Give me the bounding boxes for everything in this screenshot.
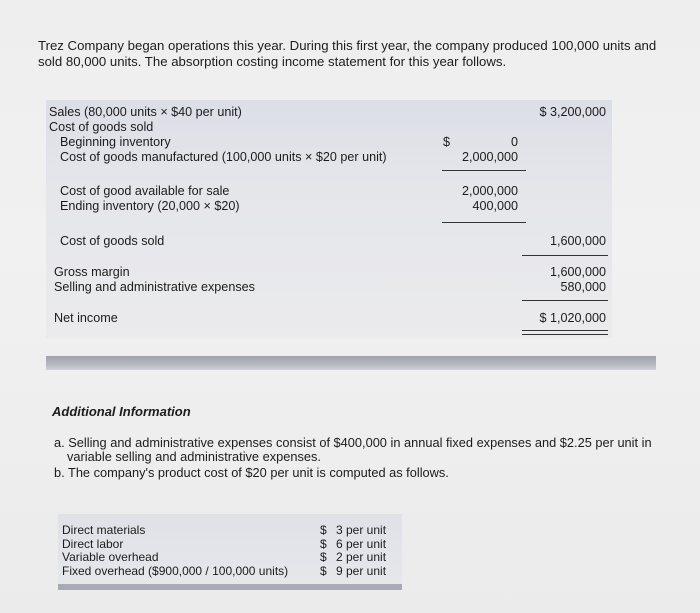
sga-value: 580,000 — [560, 280, 606, 294]
cost-row-dollar: $ — [320, 523, 327, 537]
cost-row-label: Variable overhead — [62, 550, 159, 564]
cost-row-dollar: $ — [320, 536, 327, 551]
cost-row-label: Direct materials — [62, 523, 146, 537]
net-income-label: Net income — [54, 311, 118, 325]
beginning-inventory-dollar: $ — [443, 135, 451, 149]
net-income-value: $ 1,020,000 — [539, 311, 606, 325]
additional-information-heading: Additional Information — [52, 404, 191, 419]
note-a-line-1: a. Selling and administrative expenses consist of $400,000 in annual fixed expenses and $2.25 per unit in — [54, 435, 652, 450]
sga-label: Selling and administrative expenses — [54, 280, 255, 294]
beginning-inventory-label: Beginning inventory — [60, 135, 171, 149]
cost-row-value: 3 per unit — [336, 523, 387, 537]
cogs-label: Cost of goods sold — [60, 234, 165, 248]
gross-margin-label: Gross margin — [54, 265, 130, 279]
cost-row-label: Direct labor — [62, 536, 124, 551]
cogs-header: Cost of goods sold — [49, 120, 154, 134]
intro-paragraph — [38, 38, 678, 70]
subtotal-rule-1 — [442, 170, 526, 171]
table-footer-band — [46, 356, 656, 370]
cost-row-value: 9 per unit — [336, 563, 387, 578]
subtotal-rule-3 — [522, 255, 608, 256]
subtotal-rule-2 — [442, 222, 526, 223]
cost-row-dollar: $ — [320, 563, 327, 578]
cost-row-value: 6 per unit — [336, 536, 387, 551]
double-rule-bottom — [522, 334, 608, 335]
ending-inventory-value: 400,000 — [472, 199, 518, 213]
available-value: 2,000,000 — [461, 184, 518, 198]
gross-margin-value: 1,600,000 — [549, 265, 606, 279]
cost-row-label: Fixed overhead ($900,000 / 100,000 units) — [62, 563, 289, 578]
note-b-line-1: b. The company's product cost of $20 per unit is computed as follows. — [54, 465, 449, 480]
double-rule-top — [522, 330, 608, 331]
cost-row-dollar: $ — [320, 550, 327, 564]
note-a-line-2: variable selling and administrative expenses. — [67, 449, 321, 464]
cogs-value: 1,600,000 — [549, 234, 606, 248]
subtotal-rule-4 — [522, 300, 608, 301]
note-a — [54, 436, 674, 464]
cost-table-footer-band — [58, 584, 402, 590]
ending-inventory-label: Ending inventory (20,000 × $20) — [60, 199, 240, 213]
sales-label: Sales (80,000 units × $40 per unit) — [49, 105, 242, 119]
cogm-value: 2,000,000 — [461, 150, 518, 164]
available-label: Cost of good available for sale — [60, 184, 230, 198]
cost-row-value: 2 per unit — [336, 550, 387, 564]
product-cost-table — [58, 514, 402, 584]
beginning-inventory-value: 0 — [510, 135, 518, 149]
sales-value: $ 3,200,000 — [539, 105, 606, 119]
cogm-label: Cost of goods manufactured (100,000 units × $20 per unit) — [60, 150, 387, 164]
intro-line-1: Trez Company began operations this year. During this first year, the company produced 100,000 units and — [38, 38, 657, 53]
intro-line-2: sold 80,000 units. The absorption costing income statement for this year follows. — [38, 54, 507, 69]
income-statement-table — [46, 100, 612, 338]
note-b — [54, 466, 674, 480]
